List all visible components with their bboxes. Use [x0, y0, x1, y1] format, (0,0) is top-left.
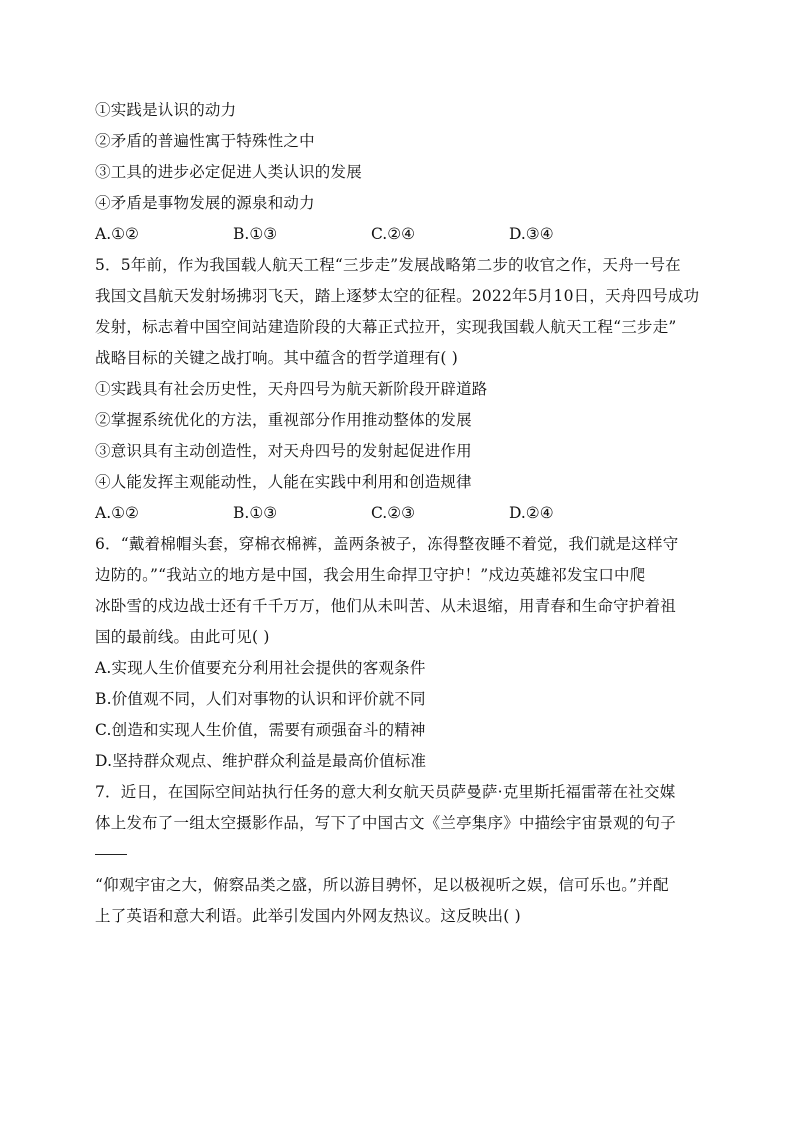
- q6-choice-b: B.价值观不同，人们对事物的认识和评价就不同: [95, 690, 426, 708]
- q7-stem-line: 7．近日，在国际空间站执行任务的意大利女航天员萨曼萨·克里斯托福雷蒂在社交媒: [95, 783, 676, 801]
- q6-stem: [95, 529, 705, 653]
- q5-stem: [95, 250, 705, 374]
- q6-choice-a: A.实现人生价值要充分利用社会提供的客观条件: [95, 659, 426, 677]
- q4-statement: ①实践是认识的动力: [95, 101, 237, 119]
- q5-stem-line: 战略目标的关键之战打响。其中蕴含的哲学道理有( ): [95, 349, 459, 367]
- q5-option-b: B.①③: [233, 504, 278, 522]
- q4-statement: ②矛盾的普遍性寓于特殊性之中: [95, 132, 315, 150]
- q7-stem-line: 体上发布了一组太空摄影作品，写下了中国古文《兰亭集序》中描绘宇宙景观的句子: [95, 814, 676, 832]
- q6-choice-d: D.坚持群众观点、维护群众利益是最高价值标准: [95, 752, 427, 770]
- q5-stem-line: 5．5年前，作为我国载人航天工程“三步走”发展战略第二步的收官之作，天舟一号在: [95, 256, 681, 274]
- q4-option-c: C.②④: [371, 225, 416, 243]
- q5-option-a: A.①②: [95, 504, 139, 522]
- q6-stem-line: 冰卧雪的戍边战士还有千千万万，他们从未叫苦、从未退缩，用青春和生命守护着祖: [95, 597, 676, 615]
- q5-statement: ③意识具有主动创造性，对天舟四号的发射起促进作用: [95, 442, 472, 460]
- q7-stem-line: “仰观宇宙之大，俯察品类之盛，所以游目骋怀，足以极视听之娱，信可乐也。”并配: [95, 876, 669, 894]
- q4-option-a: A.①②: [95, 225, 139, 243]
- em-dash-rule: [95, 839, 705, 870]
- q4-options: [95, 219, 705, 250]
- q5-stem-line: 我国文昌航天发射场拂羽飞天，踏上逐梦太空的征程。2022年5月10日，天舟四号成功: [95, 287, 700, 305]
- q6-stem-line: 6．“戴着棉帽头套，穿棉衣棉裤，盖两条被子，冻得整夜睡不着觉，我们就是这样守: [95, 535, 679, 553]
- q5-statement: ②掌握系统优化的方法，重视部分作用推动整体的发展: [95, 411, 472, 429]
- q4-statement: ③工具的进步必定促进人类认识的发展: [95, 163, 362, 181]
- q5-stem-line: 发射，标志着中国空间站建造阶段的大幕正式拉开，实现我国载人航天工程“三步走”: [95, 318, 677, 336]
- q6-stem-line: 边防的。”“我站立的地方是中国，我会用生命捍卫守护！”戍边英雄祁发宝口中爬: [95, 566, 646, 584]
- q4-statement: ④矛盾是事物发展的源泉和动力: [95, 194, 315, 212]
- q5-statement: ④人能发挥主观能动性，人能在实践中利用和创造规律: [95, 473, 472, 491]
- q6-choices: [95, 653, 705, 777]
- q7-stem: [95, 777, 705, 932]
- q6-stem-line: 国的最前线。由此可见( ): [95, 628, 270, 646]
- q4-statements: [95, 95, 705, 219]
- exam-page: [95, 95, 705, 932]
- q5-option-c: C.②③: [371, 504, 416, 522]
- q5-statement: ①实践具有社会历史性，天舟四号为航天新阶段开辟道路: [95, 380, 488, 398]
- q7-stem-line: 上了英语和意大利语。此举引发国内外网友热议。这反映出( ): [95, 907, 521, 925]
- q5-options: [95, 498, 705, 529]
- q4-option-d: D.③④: [509, 225, 554, 243]
- q5-option-d: D.②④: [509, 504, 554, 522]
- q4-option-b: B.①③: [233, 225, 278, 243]
- q5-statements: [95, 374, 705, 498]
- q6-choice-c: C.创造和实现人生价值，需要有顽强奋斗的精神: [95, 721, 426, 739]
